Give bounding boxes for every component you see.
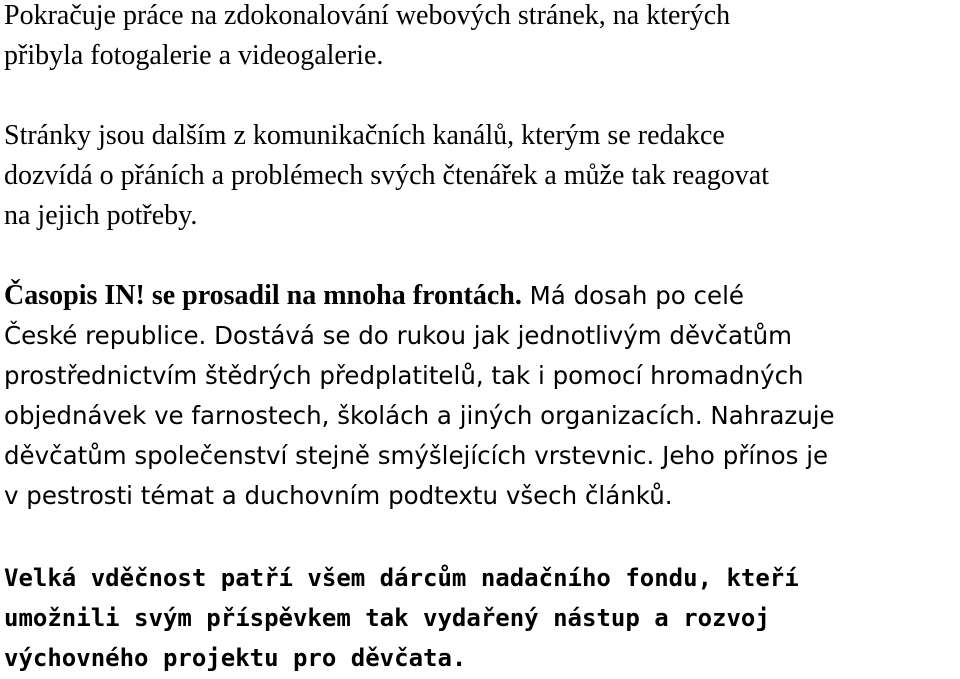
text-line: výchovného projektu pro děvčata. bbox=[4, 644, 467, 672]
magazine-headline: se prosadil na mnoha frontách. bbox=[144, 280, 522, 311]
text-line: objednávek ve farnostech, školách a jiných organizacích. Nahrazuje bbox=[4, 401, 835, 430]
paragraph-webpages bbox=[4, 0, 958, 76]
text-line: Pokračuje práce na zdokonalování webových stránek, na kterých bbox=[4, 0, 731, 31]
text-line: na jejich potřeby. bbox=[4, 200, 198, 231]
paragraph-thanks bbox=[4, 558, 958, 678]
text-line: prostřednictvím štědrých předplatitelů, tak i pomocí hromadných bbox=[4, 361, 804, 390]
text-line: České republice. Dostává se do rukou jak jednotlivým děvčatům bbox=[4, 321, 793, 350]
text-fragment: Má dosah po celé bbox=[521, 281, 744, 310]
paragraph-communication bbox=[4, 116, 958, 236]
text-line: Stránky jsou dalším z komunikačních kanálů, kterým se redakce bbox=[4, 120, 725, 151]
text-line: děvčatům společenství stejně smýšlejících vrstevnic. Jeho přínos je bbox=[4, 441, 829, 470]
paragraph-magazine bbox=[4, 276, 958, 516]
magazine-title: Časopis IN! bbox=[4, 280, 145, 311]
text-line: Velká vděčnost patří všem dárcům nadačního fondu, kteří bbox=[4, 564, 799, 592]
text-line bbox=[4, 276, 958, 316]
text-line: umožnili svým příspěvkem tak vydařený nástup a rozvoj bbox=[4, 604, 770, 632]
text-line: přibyla fotogalerie a videogalerie. bbox=[4, 40, 384, 71]
text-line: dozvídá o přáních a problémech svých čtenářek a může tak reagovat bbox=[4, 160, 769, 191]
text-line: v pestrosti témat a duchovním podtextu všech článků. bbox=[4, 481, 673, 510]
